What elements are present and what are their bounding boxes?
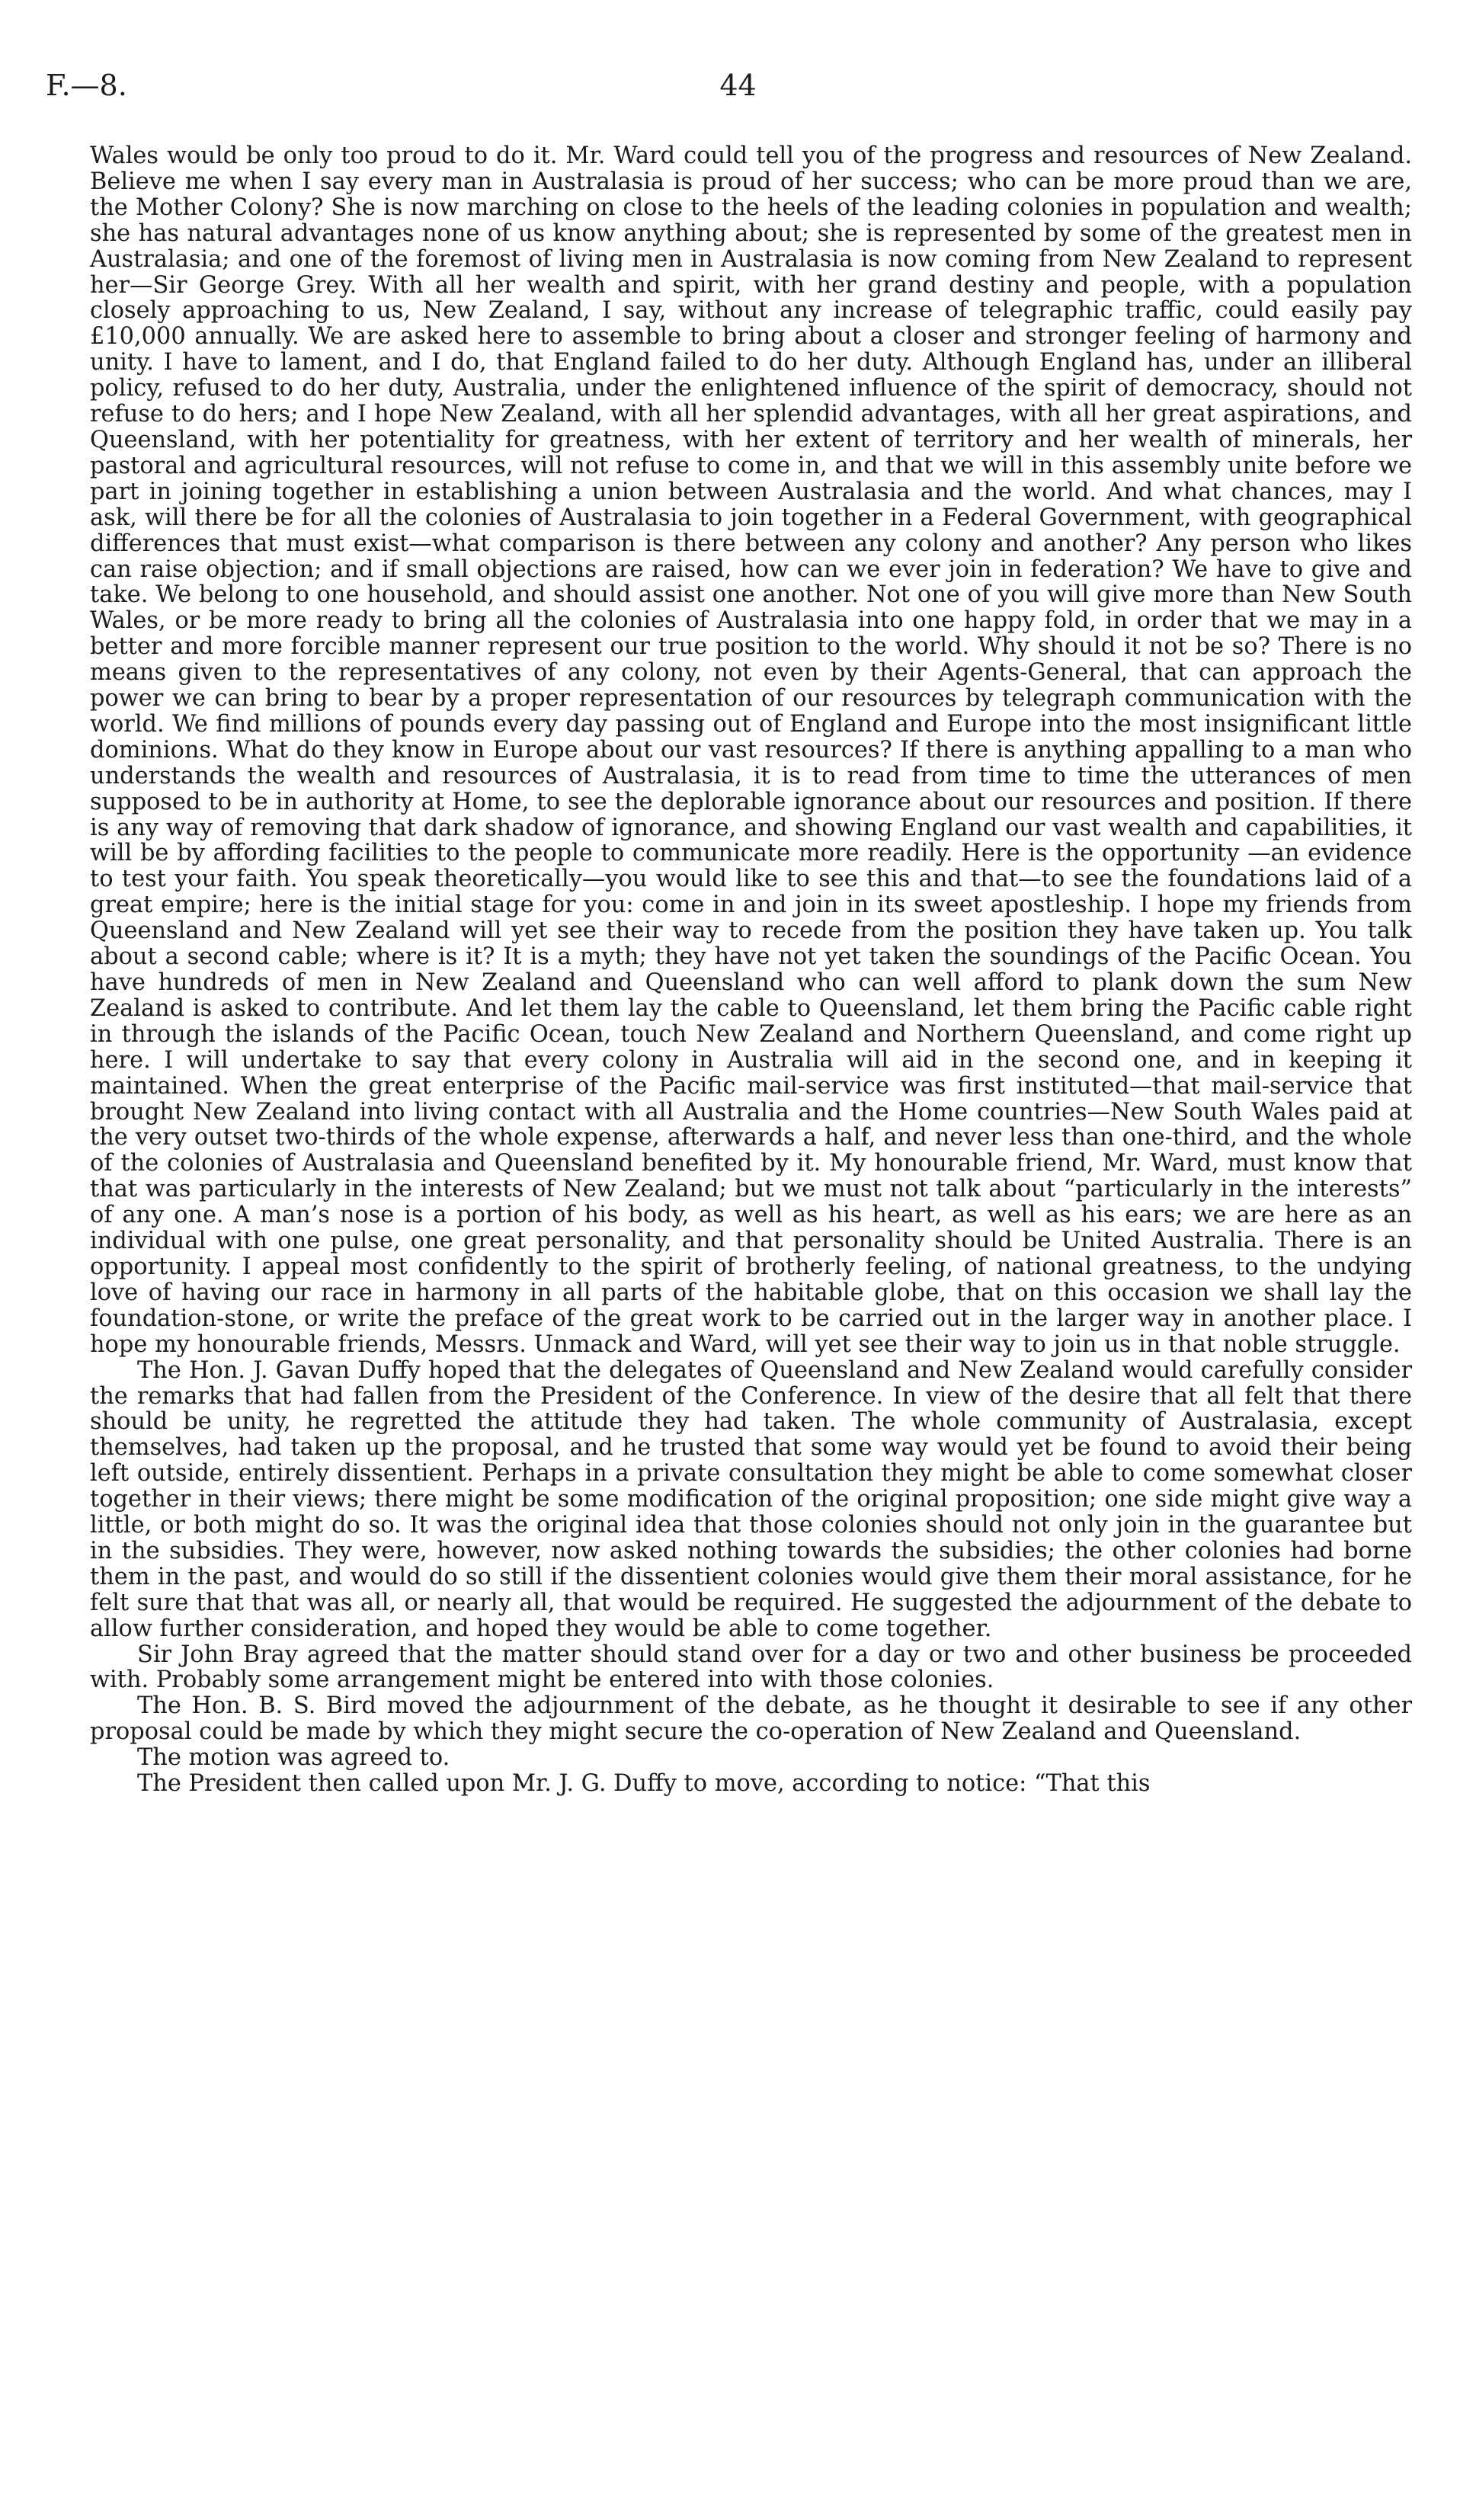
page-number: 44: [719, 69, 757, 102]
body-text: [90, 143, 1412, 1797]
paragraph-speech-continuation: Wales would be only too proud to do it. Mr. Ward could tell you of the progress and resources of New Zealand. Believe me when I say every man in Australasia is proud of her success; who can be more proud than we are, the Mother Colony? She is now marching on close to the heels of the leading colonies in population and wealth; she has natural advantages none of us know anything about; she is represented by some of the greatest men in Australasia; and one of the foremost of living men in Australasia is now coming from New Zealand to represent her—Sir George Grey. With all her wealth and spirit, with her grand destiny and people, with a population closely approaching to us, New Zealand, I say, without any increase of telegraphic traffic, could easily pay £10,000 annually. We are asked here to assemble to bring about a closer and stronger feeling of harmony and unity. I have to lament, and I do, that England failed to do her duty. Although England has, under an illiberal policy, refused to do her duty, Australia, under the enlightened influence of the spirit of democracy, should not refuse to do hers; and I hope New Zealand, with all her splendid advantages, with all her great aspirations, and Queensland, with her potentiality for greatness, with her extent of territory and her wealth of minerals, her pastoral and agricultural resources, will not refuse to come in, and that we will in this assembly unite before we part in joining together in establishing a union between Australasia and the world. And what chances, may I ask, will there be for all the colonies of Australasia to join together in a Federal Government, with geographical differences that must exist—what comparison is there between any colony and another? Any person who likes can raise objection; and if small objections are raised, how can we ever join in federation? We have to give and take. We belong to one household, and should assist one another. Not one of you will give more than New South Wales, or be more ready to bring all the colonies of Australasia into one happy fold, in order that we may in a better and more forcible manner represent our true position to the world. Why should it not be so? There is no means given to the representatives of any colony, not even by their Agents-General, that can approach the power we can bring to bear by a proper representation of our resources by telegraph communication with the world. We find millions of pounds every day passing out of England and Europe into the most insignificant little dominions. What do they know in Europe about our vast resources? If there is anything appalling to a man who understands the wealth and resources of Australasia, it is to read from time to time the utterances of men supposed to be in authority at Home, to see the deplorable ignorance about our resources and position. If there is any way of removing that dark shadow of ignorance, and showing England our vast wealth and capabilities, it will be by affording facilities to the people to communicate more readily. Here is the opportunity —an evidence to test your faith. You speak theoretically—you would like to see this and that—to see the foundations laid of a great empire; here is the initial stage for you: come in and join in its sweet apostleship. I hope my friends from Queensland and New Zealand will yet see their way to recede from the position they have taken up. You talk about a second cable; where is it? It is a myth; they have not yet taken the soundings of the Pacific Ocean. You have hundreds of men in New Zealand and Queensland who can well afford to plank down the sum New Zealand is asked to contribute. And let them lay the cable to Queensland, let them bring the Pacific cable right in through the islands of the Pacific Ocean, touch New Zealand and Northern Queensland, and come right up here. I will undertake to say that every colony in Australia will aid in the second one, and in keeping it maintained. When the great enterprise of the Pacific mail-service was first instituted—that mail-service that brought New Zealand into living contact with all Australia and the Home countries—New South Wales paid at the very outset two-thirds of the whole expense, afterwards a half, and never less than one-third, and the whole of the colonies of Australasia and Queensland benefited by it. My honourable friend, Mr. Ward, must know that that was particularly in the interests of New Zealand; but we must not talk about “particularly in the interests” of any one. A man’s nose is a portion of his body, as well as his heart, as well as his ears; we are here as an individual with one pulse, one great personality, and that personality should be United Australia. There is an opportunity. I appeal most confidently to the spirit of brotherly feeling, of national greatness, to the undying love of having our race in harmony in all parts of the habitable globe, that on this occasion we shall lay the foundation-stone, or write the preface of the great work to be carried out in the larger way in another place. I hope my honourable friends, Messrs. Unmack and Ward, will yet see their way to join us in that noble struggle.: [90, 142, 1412, 1358]
paragraph-motion-agreed: The motion was agreed to.: [137, 1744, 450, 1772]
page-header: [46, 69, 1430, 114]
paragraph-bird-adjournment: The Hon. B. S. Bird moved the adjournment of the debate, as he thought it desirable to see if any other proposal could be made by which they might secure the co-operation of New Zealand and Queensland.: [90, 1692, 1412, 1746]
paragraph-gavan-duffy: The Hon. J. Gavan Duffy hoped that the delegates of Queensland and New Zealand would carefully consider the remarks that had fallen from the President of the Conference. In view of the desire that all felt that there should be unity, he regretted the attitude they had taken. The whole community of Australasia, except themselves, had taken up the proposal, and he trusted that some way would yet be found to avoid their being left outside, entirely dissentient. Perhaps in a private consultation they might be able to come somewhat closer together in their views; there might be some modification of the original proposition; one side might give way a little, or both might do so. It was the original idea that those colonies should not only join in the guarantee but in the subsidies. They were, however, now asked nothing towards the subsidies; the other colonies had borne them in the past, and would do so still if the dissentient colonies would give them their moral assistance, for he felt sure that that was all, or nearly all, that would be required. He suggested the adjournment of the debate to allow further consideration, and hoped they would be able to come together.: [90, 1356, 1412, 1642]
paragraph-president-call: The President then called upon Mr. J. G. Duffy to move, according to notice: “That this: [137, 1770, 1151, 1798]
paragraph-john-bray: Sir John Bray agreed that the matter should stand over for a day or two and other business be proceeded with. Probably some arrangement might be entered into with those colonies.: [90, 1641, 1412, 1694]
document-reference: F.—8.: [46, 69, 127, 102]
